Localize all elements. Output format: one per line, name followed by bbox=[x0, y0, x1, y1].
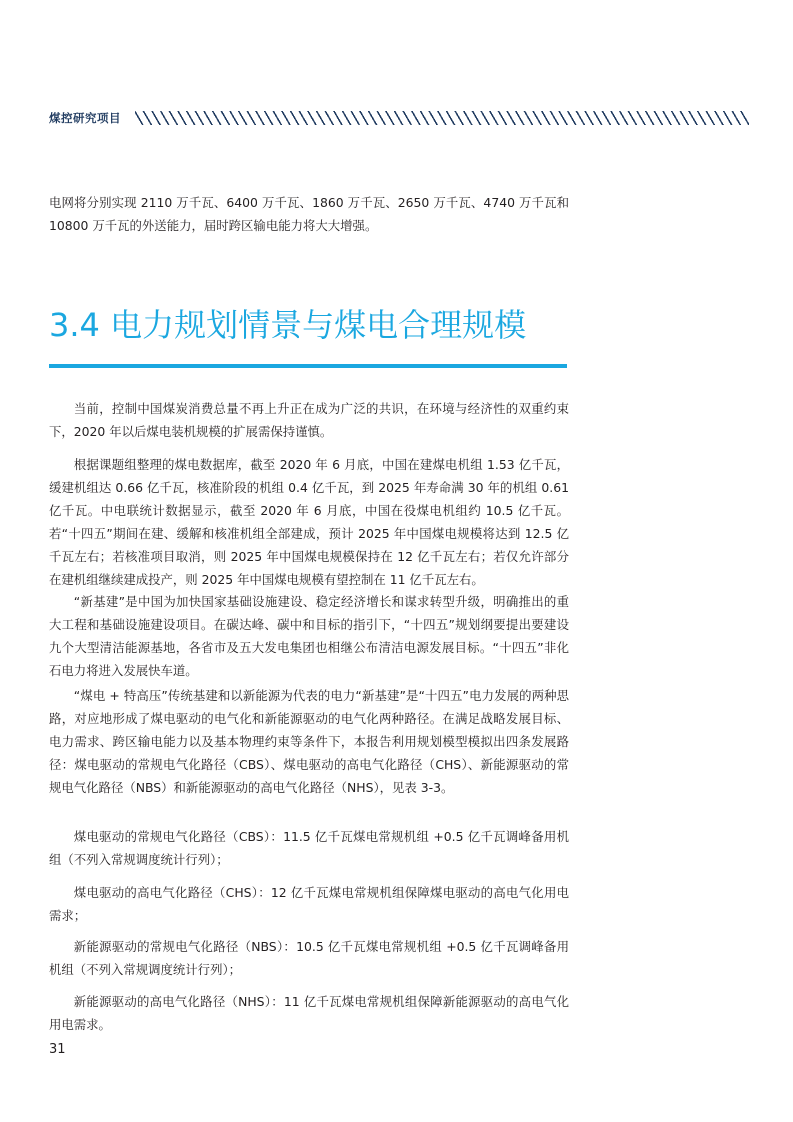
body-paragraph: 当前，控制中国煤炭消费总量不再上升正在成为广泛的共识，在环境与经济性的双重约束下，2020 年以后煤电装机规模的扩展需保持谨慎。 bbox=[49, 401, 569, 439]
intro-paragraph: 电网将分别实现 2110 万千瓦、6400 万千瓦、1860 万千瓦、2650 万千瓦、4740 万千瓦和 10800 万千瓦的外送能力，届时跨区输电能力将大大增强。 bbox=[49, 195, 569, 233]
header-label: 煤控研究项目 bbox=[49, 111, 121, 125]
body-paragraph: 根据课题组整理的煤电数据库，截至 2020 年 6 月底，中国在建煤电机组 1.53 亿千瓦，缓建机组达 0.66 亿千瓦，核准阶段的机组 0.4 亿千瓦，到 2025 年寿命满 30 年的机组 0.61 亿千瓦。中电联统计数据显示，截至 2020 年 6 月底，中国在役煤电机组约 10.5 亿千瓦。若“十四五”期间在建、缓解和核准机组全部建成，预计 2025 年中国煤电规模将达到 12.5 亿千瓦左右；若核准项目取消，则 2025 年中国煤电规模保持在 12 亿千瓦左右；若仅允许部分在建机组继续建成投产，则 2025 年中国煤电规模有望控制在 11 亿千瓦左右。 bbox=[49, 457, 569, 587]
header-hatch-decoration bbox=[135, 111, 749, 125]
body-paragraph: “煤电 + 特高压”传统基建和以新能源为代表的电力“新基建”是“十四五”电力发展的两种思路，对应地形成了煤电驱动的电气化和新能源驱动的电气化两种路径。在满足战略发展目标、电力需求、跨区输电能力以及基本物理约束等条件下，本报告利用规划模型模拟出四条发展路径：煤电驱动的常规电气化路径（CBS）、煤电驱动的高电气化路径（CHS）、新能源驱动的常规电气化路径（NBS）和新能源驱动的高电气化路径（NHS），见表 3-3。 bbox=[49, 688, 569, 795]
section-title-underline bbox=[49, 364, 567, 368]
body-paragraph: “新基建”是中国为加快国家基础设施建设、稳定经济增长和谋求转型升级，明确推出的重大工程和基础设施建设项目。在碳达峰、碳中和目标的指引下，“十四五”规划纲要提出要建设九个大型清洁能源基地，各省市及五大发电集团也相继公布清洁电源发展目标。“十四五”非化石电力将进入发展快车道。 bbox=[49, 594, 569, 678]
body-paragraph: 煤电驱动的常规电气化路径（CBS）：11.5 亿千瓦煤电常规机组 +0.5 亿千瓦调峰备用机组（不列入常规调度统计行列）； bbox=[49, 829, 569, 867]
body-paragraph: 新能源驱动的常规电气化路径（NBS）：10.5 亿千瓦煤电常规机组 +0.5 亿千瓦调峰备用机组（不列入常规调度统计行列）； bbox=[49, 939, 569, 977]
body-paragraph: 煤电驱动的高电气化路径（CHS）：12 亿千瓦煤电常规机组保障煤电驱动的高电气化用电需求； bbox=[49, 885, 569, 923]
section-title: 3.4 电力规划情景与煤电合理规模 bbox=[49, 306, 527, 344]
page-number: 31 bbox=[49, 1042, 66, 1057]
running-header bbox=[49, 108, 749, 128]
body-paragraph: 新能源驱动的高电气化路径（NHS）：11 亿千瓦煤电常规机组保障新能源驱动的高电气化用电需求。 bbox=[49, 994, 569, 1032]
